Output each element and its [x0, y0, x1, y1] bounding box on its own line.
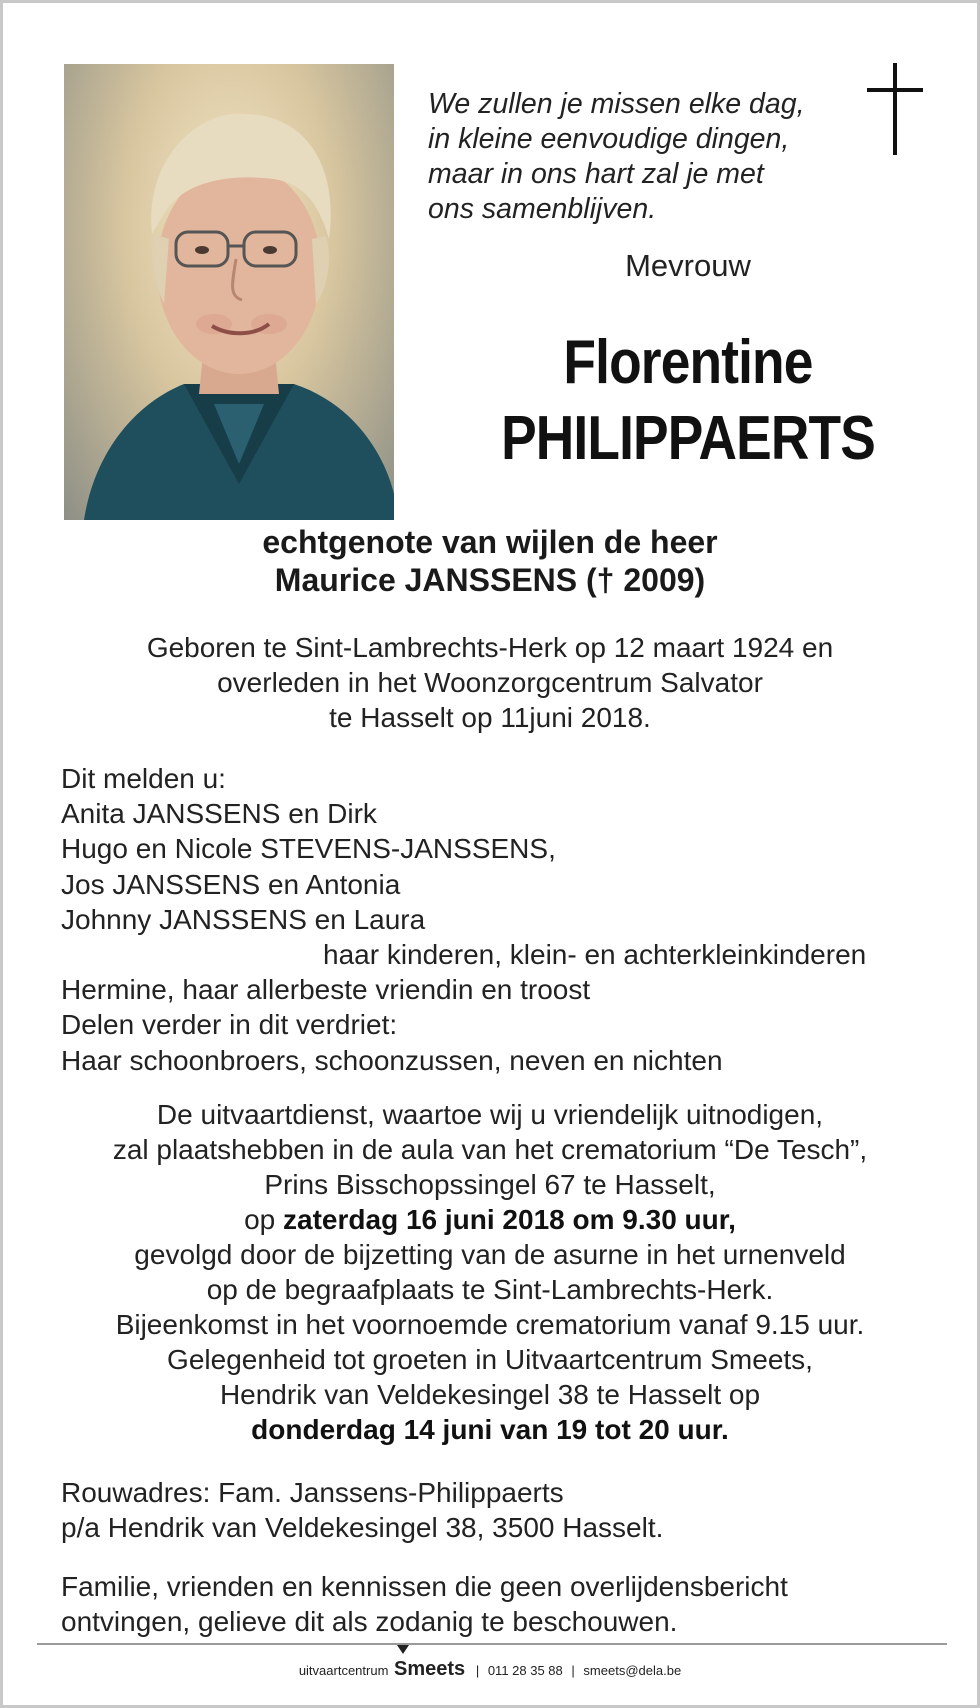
announcer-name: Jos JANSSENS en Antonia	[61, 868, 401, 900]
announcer-name: Anita JANSSENS en Dirk	[61, 798, 377, 830]
mourning-address	[61, 1475, 961, 1545]
extended-family: Haar schoonbroers, schoonzussen, neven en nichten	[61, 1044, 723, 1076]
address-line: Rouwadres: Fam. Janssens-Philippaerts	[61, 1477, 564, 1508]
spouse-line: Maurice JANSSENS († 2009)	[274, 562, 706, 598]
poem-line: in kleine eenvoudige dingen,	[428, 123, 790, 155]
funeral-home-brand: Smeets	[394, 1658, 466, 1680]
funeral-home-footer	[3, 1658, 977, 1681]
service-line: De uitvaartdienst, waartoe wij u vriendelijk uitnodigen,	[156, 1099, 824, 1130]
service-date-prefix: op	[244, 1204, 276, 1235]
announcer-name: Johnny JANSSENS en Laura	[61, 903, 426, 935]
announcers-intro: Dit melden u:	[61, 763, 226, 794]
memorial-poem	[428, 87, 848, 227]
service-line: zal plaatshebben in de aula van het crematorium “De Tesch”,	[112, 1134, 868, 1165]
announcers-relation: haar kinderen, klein- en achterkleinkinderen	[323, 939, 867, 971]
poem-line: maar in ons hart zal je met	[428, 158, 764, 190]
deceased-last-name: PHILIPPAERTS	[501, 404, 875, 473]
service-date-line	[3, 1202, 977, 1237]
birth-death-line: te Hasselt op 11juni 2018.	[329, 702, 651, 733]
deceased-first-name: Florentine	[563, 328, 813, 397]
spouse-info	[3, 523, 977, 599]
honorific-title: Mevrouw	[625, 248, 751, 283]
service-line: Hendrik van Veldekesingel 38 te Hasselt op	[219, 1379, 761, 1410]
footer-prefix: uitvaartcentrum	[298, 1663, 389, 1678]
footer-divider	[37, 1643, 947, 1645]
service-date: zaterdag 16 juni 2018 om 9.30 uur,	[283, 1204, 736, 1235]
announcer-friend: Hermine, haar allerbeste vriendin en troost	[61, 974, 591, 1006]
footer-separator: |	[475, 1663, 480, 1678]
birth-death-line: overleden in het Woonzorgcentrum Salvator	[217, 667, 763, 698]
address-line: p/a Hendrik van Veldekesingel 38, 3500 Hasselt.	[61, 1512, 664, 1544]
portrait-photo	[64, 64, 394, 520]
announcer-name: Hugo en Nicole STEVENS-JANSSENS,	[61, 833, 556, 865]
service-line: Prins Bisschopssingel 67 te Hasselt,	[264, 1169, 716, 1200]
spouse-line: echtgenote van wijlen de heer	[262, 524, 718, 560]
sharing-intro: Delen verder in dit verdriet:	[61, 1009, 398, 1041]
service-line: gevolgd door de bijzetting van de asurne in het urnenveld	[134, 1239, 846, 1270]
service-line: Bijeenkomst in het voornoemde crematorium vanaf 9.15 uur.	[115, 1309, 865, 1340]
announcers-list	[61, 761, 961, 1078]
birth-death-info	[3, 630, 977, 735]
cross-icon	[867, 63, 923, 160]
service-line: Gelegenheid tot groeten in Uitvaartcentrum Smeets,	[167, 1344, 813, 1375]
service-line: op de begraafplaats te Sint-Lambrechts-Herk.	[206, 1274, 774, 1305]
closing-note	[61, 1569, 961, 1639]
triangle-marker-icon	[397, 1645, 409, 1654]
visitation-date: donderdag 14 juni van 19 tot 20 uur.	[251, 1414, 729, 1445]
poem-line: ons samenblijven.	[428, 193, 657, 225]
portrait-illustration	[64, 64, 394, 520]
poem-line: We zullen je missen elke dag,	[428, 88, 805, 120]
funeral-service-info	[3, 1097, 977, 1447]
visitation-time	[3, 1412, 977, 1447]
footer-email: smeets@dela.be	[583, 1663, 682, 1678]
birth-death-line: Geboren te Sint-Lambrechts-Herk op 12 maart 1924 en	[146, 632, 834, 663]
footer-phone: 011 28 35 88	[487, 1663, 563, 1678]
closing-line: Familie, vrienden en kennissen die geen overlijdensbericht	[61, 1571, 788, 1602]
closing-line: ontvingen, gelieve dit als zodanig te beschouwen.	[61, 1606, 678, 1638]
footer-separator: |	[571, 1663, 575, 1678]
